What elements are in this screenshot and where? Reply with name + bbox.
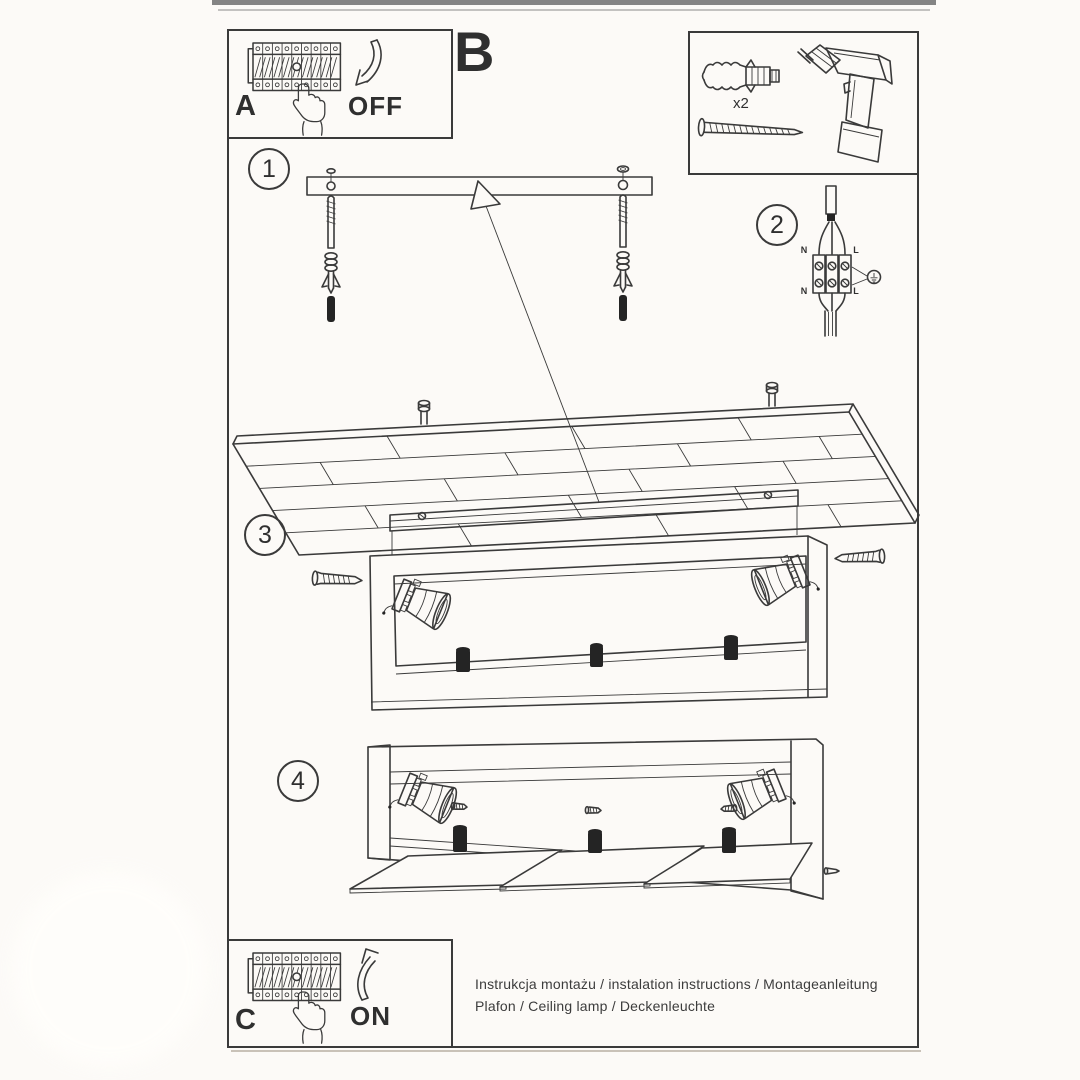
lamp-socket-icon — [382, 573, 454, 637]
terminal-label-n-bottom: N — [800, 286, 808, 296]
step-4-number — [277, 760, 319, 802]
drill-icon — [798, 45, 892, 162]
wiring-diagram — [813, 186, 881, 336]
panel-c-label: C — [235, 1004, 256, 1036]
step-2-number — [756, 204, 798, 246]
step-4-digit: 4 — [291, 766, 305, 795]
diffuser-panels — [350, 843, 812, 893]
lamp-frame-step3 — [312, 536, 885, 710]
panel-c-box — [228, 940, 452, 1047]
step-1-digit: 1 — [262, 154, 276, 183]
side-screw-icon — [835, 549, 885, 566]
on-label: ON — [350, 1001, 391, 1031]
end-screw-icon — [824, 868, 839, 874]
curved-arrow-up-icon — [358, 949, 378, 1000]
lamp-socket-icon — [724, 763, 796, 827]
lamp-frame-step4 — [350, 739, 839, 899]
scan-artifact-top — [212, 0, 936, 10]
small-screw-icon — [585, 807, 601, 814]
glass-peg — [456, 635, 738, 672]
curved-arrow-down-icon — [356, 40, 381, 85]
footer-title-line: Instrukcja montażu / instalation instructions / Montageanleitung — [475, 976, 878, 992]
pointing-hand-icon — [293, 84, 324, 135]
footer-product-line: Plafon / Ceiling lamp / Deckenleuchte — [475, 998, 716, 1014]
earth-symbol-icon — [852, 267, 881, 285]
dowel-count-label: x2 — [733, 95, 749, 112]
terminal-block — [813, 255, 851, 293]
mounting-screw-icon — [698, 119, 803, 141]
anchor-set-left — [322, 196, 340, 322]
anchor-set-right — [614, 195, 632, 321]
lamp-socket-icon — [388, 767, 460, 831]
step-3-number — [244, 514, 286, 556]
wall-plug-icon — [703, 60, 780, 92]
mounting-pin-left — [419, 401, 430, 425]
step-3-digit: 3 — [258, 520, 272, 549]
off-label: OFF — [348, 91, 403, 121]
circuit-breaker-icon — [248, 953, 340, 1001]
section-letter-b: B — [454, 20, 496, 83]
mounting-pin-right — [767, 383, 778, 407]
terminal-label-n-top: N — [800, 245, 808, 255]
terminal-label-l-top: L — [853, 245, 859, 255]
cable-sheath — [826, 186, 836, 214]
step-2-digit: 2 — [770, 210, 784, 239]
side-screw-icon — [312, 571, 362, 588]
panel-a-box — [228, 30, 452, 138]
step-1-number — [248, 148, 290, 190]
pointing-hand-icon — [293, 992, 324, 1043]
tools-box — [689, 32, 918, 174]
circuit-breaker-icon — [248, 43, 340, 91]
panel-a-label: A — [235, 90, 256, 122]
terminal-label-l-bottom: L — [853, 286, 859, 296]
ceiling-panel — [233, 383, 919, 556]
